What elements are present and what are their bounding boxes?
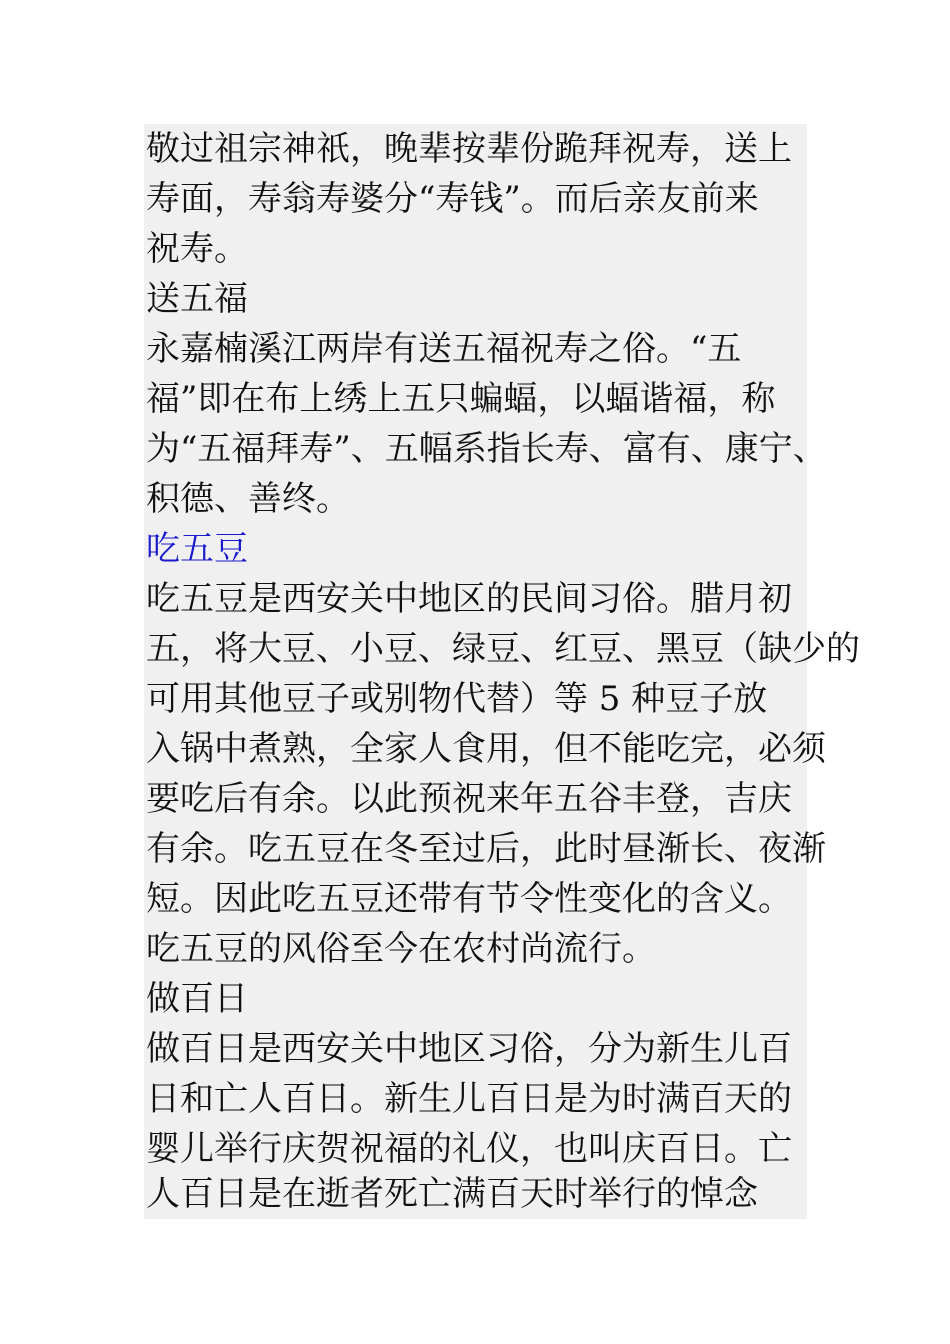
text-line: 入锅中煮熟，全家人食用，但不能吃完，必须 [146,729,826,769]
text-line: 吃五豆的风俗至今在农村尚流行。 [146,929,656,969]
text-line: 日和亡人百日。新生儿百日是为时满百天的 [146,1079,792,1119]
text-line: 做百日是西安关中地区习俗，分为新生儿百 [146,1029,792,1069]
text-line: 永嘉楠溪江两岸有送五福祝寿之俗。“五 [146,329,742,369]
text-line: 可用其他豆子或别物代替）等 5 种豆子放 [146,679,768,719]
text-line: 吃五豆是西安关中地区的民间习俗。腊月初 [146,579,792,619]
text-line: 要吃后有余。以此预祝来年五谷丰登，吉庆 [146,779,792,819]
text-line: 福”即在布上绣上五只蝙蝠，以蝠谐福，称 [146,379,776,419]
text-line: 为“五福拜寿”、五幅系指长寿、富有、康宁、 [146,429,827,469]
section-heading-song-wu-fu: 送五福 [146,279,248,319]
text-line: 敬过祖宗神祇，晚辈按辈份跪拜祝寿，送上 [146,129,792,169]
text-line: 寿面，寿翁寿婆分“寿钱”。而后亲友前来 [146,179,759,219]
text-line: 祝寿。 [146,229,248,269]
section-heading-zuo-bai-ri: 做百日 [146,979,248,1019]
text-line: 有余。吃五豆在冬至过后，此时昼渐长、夜渐 [146,829,826,869]
text-line: 积德、善终。 [146,479,350,519]
text-line: 短。因此吃五豆还带有节令性变化的含义。 [146,879,792,919]
section-heading-chi-wu-dou-link[interactable]: 吃五豆 [146,529,248,569]
text-line: 婴儿举行庆贺祝福的礼仪，也叫庆百日。亡 [146,1129,792,1169]
text-line: 人百日是在逝者死亡满百天时举行的悼念 [146,1174,758,1214]
text-line: 五，将大豆、小豆、绿豆、红豆、黑豆（缺少的 [146,629,860,669]
